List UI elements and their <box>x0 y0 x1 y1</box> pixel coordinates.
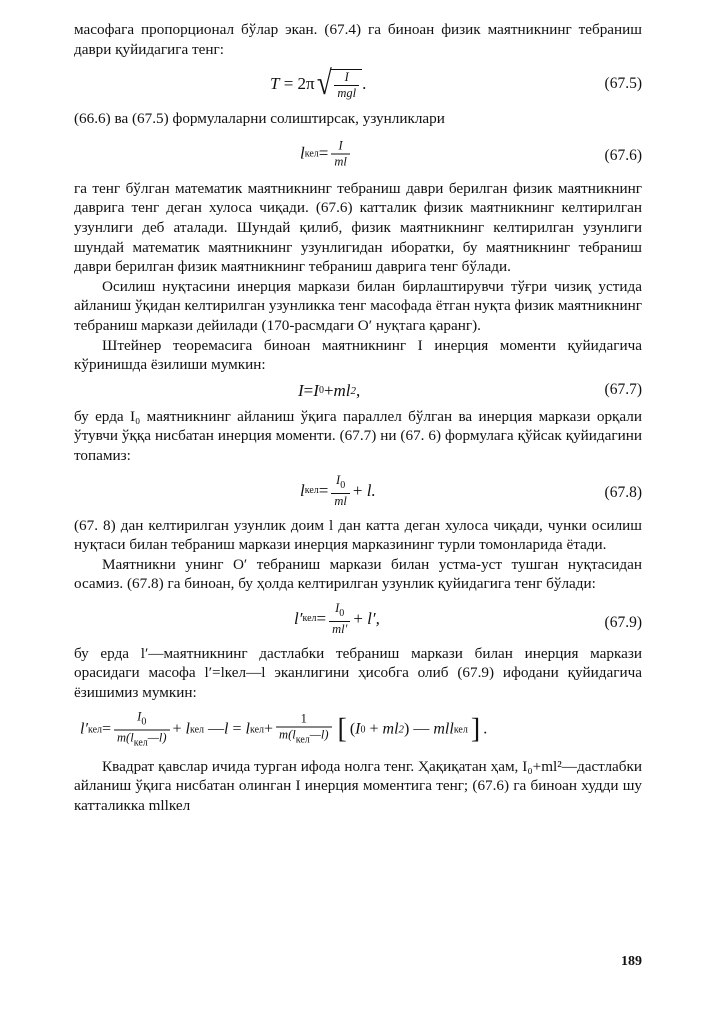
paragraph-2: (66.6) ва (67.5) формулаларни солиштирсак, узунликлари <box>74 110 445 128</box>
paragraph-7: (67. 8) дан келтирилган узунлик доим l дан катта деган хулоса чиқади, чунки осилиш нуқтаси билан тебраниш маркази инерция марказининг турли томонларида ётади. <box>74 516 642 554</box>
paragraph-5: Штейнер теоремасига биноан маятникнинг I инерция моменти қуйидагича кўринишда ёзилиши мумкин: <box>74 336 642 374</box>
equation-unnumbered-formula: l′ кел = $\frac{I_0}{m(l_{кел}—l)}$ + l кел — l = l кел + $\frac{1}{m(l_{кел}—l)}$ [ ( I 0 + ml 2 ) — mll кел ] . <box>80 709 488 749</box>
equation-number: (67.7) <box>604 380 642 398</box>
paragraph-8: Маятникни унинг O′ тебраниш маркази билан устма-уст тушган нуқтасидан осамиз. (67.8) га биноан, бу ҳолда келтирилган узунлик қуйидагига тенг бўлади: <box>74 555 642 593</box>
equation-67-6 <box>74 131 642 177</box>
equation-67-8 <box>74 468 642 514</box>
equation-number: (67.6) <box>604 146 642 164</box>
equation-67-5 <box>74 61 642 107</box>
equation-67-6-formula: l кел = $\frac{I}{ml}$ <box>300 139 353 168</box>
book-page <box>74 20 642 1000</box>
paragraph-1: масофага пропорционал бўлар экан. (67.4) га биноан физик маятникнинг тебраниш даври қуйидагига тенг: <box>74 21 642 58</box>
equation-67-8-formula: l кел = $\frac{I_0}{ml}$ + l. <box>300 472 376 508</box>
page-number: 189 <box>621 954 642 969</box>
equation-67-9-formula: l′ кел = $\frac{I_0}{ml'}$ + l′, <box>294 600 380 636</box>
paragraph-10: Квадрат қавслар ичида турган ифода нолга тенг. Ҳақиқатан ҳам, I₀+ml²—дастлабки айланиш ўқига нисбатан олинган I инерция моментига тенг; (67.6) га биноан худди шу катталикка mllкел <box>74 757 642 814</box>
paragraph-6: бу ерда I₀ маятникнинг айланиш ўқига параллел бўлган ва инерция маркази орқали ўтувчи ўққа нисбатан инерция моменти. (67.7) ни (67. 6) формулага қўйсак қуйидагини топамиз: <box>74 407 642 464</box>
equation-number: (67.5) <box>604 75 642 93</box>
equation-unnumbered <box>74 705 642 755</box>
equation-67-7 <box>74 377 642 405</box>
equation-67-5-formula: T = 2π √ $\frac{I}{\text{mgl}}$ . <box>270 65 367 103</box>
equation-67-9 <box>74 596 642 642</box>
equation-67-7-formula: I = I 0 + ml 2 , <box>298 380 361 400</box>
square-root: √ $\frac{I}{\text{mgl}}$ <box>315 67 362 101</box>
paragraph-4: Осилиш нуқтасини инерция маркази билан бирлаштирувчи тўғри чизиқ устида айланиш ўқидан келтирилган узунликка тенг масофада ётган нуқта физик маятникнинг тебраниш маркази дейилади (170-расмдаги O′ нуқтага қаранг). <box>74 277 642 334</box>
equation-number: (67.8) <box>604 483 642 501</box>
paragraph-3: га тенг бўлган математик маятникнинг тебраниш даври берилган физик маятникнинг даврига тенг деган хулоса чиқади. (67.6) катталик физик маятникнинг келтирилган узунлиги деб аталади. Шундай қилиб, физик маятникнинг келтирилган узунлиги шундай математик маятникнинг узунлигидан иборатки, бу маятникнинг тебраниш даври берилган физик маятникнинг тебраниш даврига тенг бўлади. <box>74 179 642 276</box>
paragraph-9: бу ерда l′—маятникнинг дастлабки тебраниш маркази билан инерция маркази орасидаги масофа l′=lкел—l эканлигини ҳисобга олиб (67.9) ифодани қуйидагича ёзишимиз мумкин: <box>74 644 642 702</box>
equation-number: (67.9) <box>604 613 642 631</box>
